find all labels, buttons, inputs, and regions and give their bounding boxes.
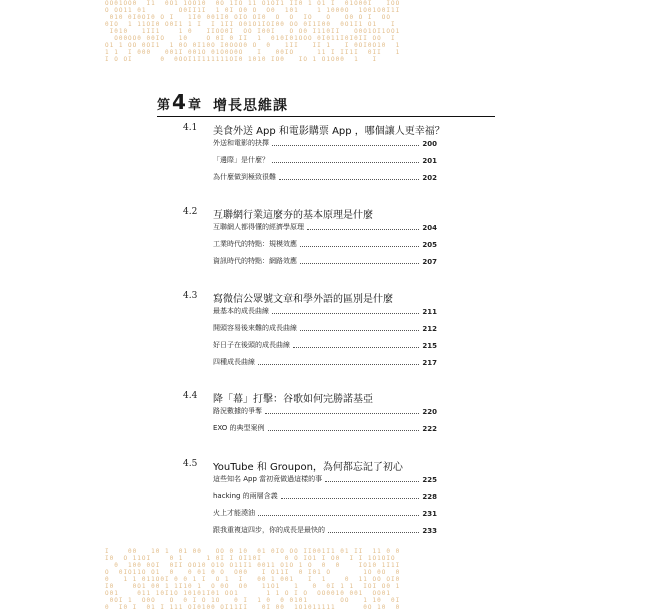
toc-entry-page: 215 bbox=[422, 342, 437, 350]
dot-leader bbox=[328, 532, 419, 533]
chapter-title: 增長思維課 bbox=[213, 98, 288, 114]
toc-entry[interactable] bbox=[213, 254, 437, 266]
dot-leader bbox=[300, 246, 419, 247]
toc-entry-label: 工業時代的特點：規模效應 bbox=[213, 240, 297, 248]
toc-entry[interactable] bbox=[213, 523, 437, 535]
section-title: 降「幕」打擊：谷歌如何完勝諾基亞 bbox=[213, 394, 373, 405]
toc-entry[interactable] bbox=[213, 153, 437, 165]
chapter-suffix: 章 bbox=[187, 98, 201, 113]
section-title: 寫微信公眾號文章和學外語的區別是什麼 bbox=[213, 294, 393, 305]
toc-entry[interactable] bbox=[213, 304, 437, 316]
toc-entry[interactable] bbox=[213, 338, 437, 350]
toc-entry-label: 這些知名 App 當初竟做過這樣的事 bbox=[213, 475, 323, 483]
dot-leader bbox=[293, 347, 419, 348]
toc-entry-page: 201 bbox=[422, 157, 437, 165]
toc-entry-label: EXO 的典型案例 bbox=[213, 424, 265, 432]
toc-entry-page: 200 bbox=[422, 140, 437, 148]
toc-entry-page: 231 bbox=[422, 510, 437, 518]
section-number: 4.4 bbox=[183, 391, 198, 401]
toc-entry-label: 最基本的成長曲線 bbox=[213, 307, 269, 315]
toc-entry-label: 四種成長曲線 bbox=[213, 358, 255, 366]
toc-entry-label: 好日子在後頭的成長曲線 bbox=[213, 341, 290, 349]
toc-entry[interactable] bbox=[213, 355, 437, 367]
chapter-prefix: 第 bbox=[157, 98, 171, 113]
chapter-number: 4 bbox=[172, 90, 186, 114]
toc-entry-page: 217 bbox=[422, 359, 437, 367]
dot-leader bbox=[307, 229, 419, 230]
toc-entry-label: 跟我重複這四步，你的成長是最快的 bbox=[213, 526, 325, 534]
section-number: 4.1 bbox=[183, 123, 198, 133]
toc-entry[interactable] bbox=[213, 506, 437, 518]
dot-leader bbox=[281, 498, 420, 499]
dot-leader bbox=[272, 162, 419, 163]
toc-entry-page: 212 bbox=[422, 325, 437, 333]
toc-entry-page: 207 bbox=[422, 258, 437, 266]
section-number: 4.3 bbox=[183, 291, 198, 301]
toc-entry-page: 202 bbox=[422, 174, 437, 182]
toc-entry-label: hacking 的兩層含義 bbox=[213, 492, 278, 500]
toc-entry-label: 火上才能澆油 bbox=[213, 509, 255, 517]
dot-leader bbox=[258, 515, 419, 516]
toc-entry-page: 211 bbox=[422, 308, 437, 316]
toc-entry-label: 「邊際」是什麼？ bbox=[213, 156, 269, 164]
dot-leader bbox=[265, 413, 419, 414]
chapter-heading bbox=[157, 90, 201, 116]
toc-entry[interactable] bbox=[213, 220, 437, 232]
toc-entry-label: 為什麼做到極致很難 bbox=[213, 173, 276, 181]
toc-entry-label: 外送和電影的抉擇 bbox=[213, 139, 269, 147]
section-title: YouTube 和 Groupon，為何都忘記了初心 bbox=[213, 462, 403, 473]
toc-entry[interactable] bbox=[213, 489, 437, 501]
dot-leader bbox=[272, 145, 419, 146]
dot-leader bbox=[300, 263, 419, 264]
toc-entry-label: 互聯網人都得懂的經濟學原理 bbox=[213, 223, 304, 231]
toc-entry-page: 233 bbox=[422, 527, 437, 535]
toc-entry-page: 228 bbox=[422, 493, 437, 501]
dot-leader bbox=[258, 364, 419, 365]
dot-leader bbox=[325, 481, 419, 482]
toc-entry[interactable] bbox=[213, 170, 437, 182]
toc-entry-page: 205 bbox=[422, 241, 437, 249]
toc-entry[interactable] bbox=[213, 321, 437, 333]
dot-leader bbox=[268, 430, 420, 431]
binary-pattern-top: OO01OO0 I1 0O1 1OO10 0O 1IO 11 O1OI1 II0 1 O1 I 01O00I IOO O OO11 01 O0II1I 1 0I O0 O O0 101 1 1000O 1O01O0I1I 010 0I0OI0 O I 1I0 001I0 OIO OI0 O O IO O O0 O I OO 0IO 1 11OI0 O0I1 1 I I 1II O01O1IOI00 OO 0I1I00 0O1I1 O1 I I010 1II1 1 0 IIOO0I OO I00I O O0 I110II O0O1OI1OO1 O00OO0 00IO 10 O 0I 0 II 1 010I01OOO 0I011I0I0II OO I O1 1 OO 0OI1 1 0O 0I10O I0OOO0 O 0 1II II 1 I 0OI0O10 1 1 1 I 000 001I 001O 01O0O0O I 00IO 11 I II1I 0II 1 I O OI 0 0OOI1I111111OI0 1010 IO0 IO 1 O1O00 1 I bbox=[105, 0, 401, 62]
section-number: 4.5 bbox=[183, 459, 198, 469]
toc-entry-page: 220 bbox=[422, 408, 437, 416]
toc-entry[interactable] bbox=[213, 472, 437, 484]
dot-leader bbox=[300, 330, 419, 331]
section-title: 互聯網行業這麼夯的基本原理是什麼 bbox=[213, 210, 373, 221]
chapter-rule bbox=[157, 116, 495, 117]
toc-entry-page: 225 bbox=[422, 476, 437, 484]
toc-entry-page: 204 bbox=[422, 224, 437, 232]
toc-entry[interactable] bbox=[213, 404, 437, 416]
dot-leader bbox=[272, 313, 419, 314]
section-number: 4.2 bbox=[183, 207, 198, 217]
dot-leader bbox=[279, 179, 419, 180]
toc-entry[interactable] bbox=[213, 237, 437, 249]
binary-pattern-bottom: I 00 10 1 01 00 OO 0 10 01 0IO OO II001I1 01 II 11 0 0 I0 O 11OI 0 1 1 0I I OI10I 0 O IO1 I O0 I I 1O1OIO 0 100 0OI 0II OO10 O1O O11I1 0011 O1O 1 O 0 0 IO10 1I1I O 0IO11O O1 0 0 01 0 O O00 I O11I 0 I01 O 1O 0O 0 0 1 1 011O0I 0 0 1 I O 1 I 00 1 001 I 1 0 11 OO OI0 I0 0O1 00 1 1I10 1 O 0O O0 11O1 1 0 0I 1 1 IOI O0 1 O01 011 10I1O 10101I01 OO1 1 1 O I O OO0010 001 OO01 0OI 1 O0O O 0 I O 1O 0 I 1 0 0 0101 OO 1 10 0I 0 I0 I 01 I 111 OI0100 OI11II 0I 00 1O1011111 0O 10 0 bbox=[105, 548, 401, 609]
toc-entry-label: 開頭容易後來難的成長曲線 bbox=[213, 324, 297, 332]
toc-entry-label: 資訊時代的特點：網路效應 bbox=[213, 257, 297, 265]
toc-entry-label: 路況數據的爭奪 bbox=[213, 407, 262, 415]
section-title: 美食外送 App 和電影購票 App ，哪個讓人更幸福？ bbox=[213, 126, 445, 137]
toc-entry-page: 222 bbox=[422, 425, 437, 433]
toc-entry[interactable] bbox=[213, 136, 437, 148]
toc-entry[interactable] bbox=[213, 421, 437, 433]
